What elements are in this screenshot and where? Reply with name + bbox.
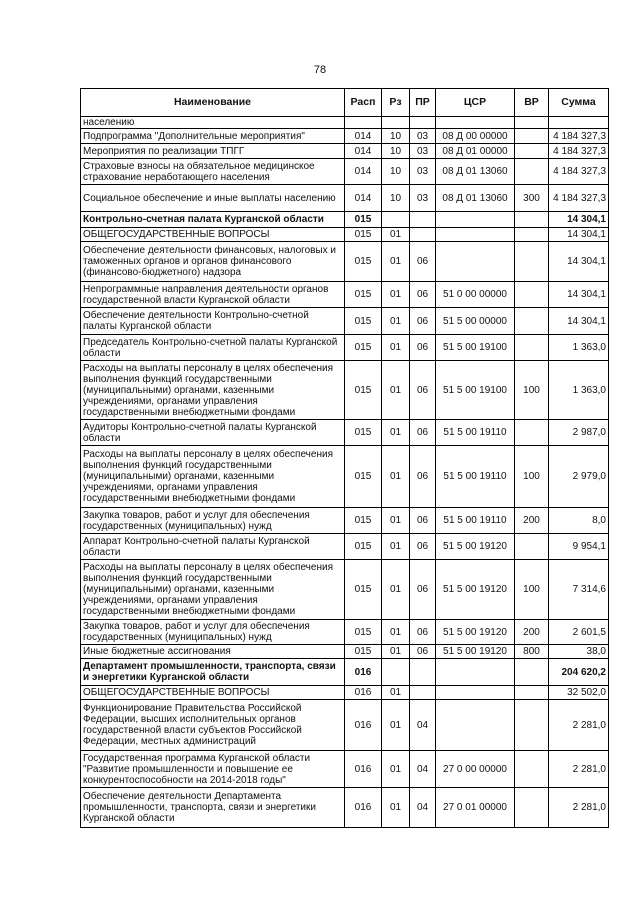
cell-vr: 800 — [515, 645, 549, 659]
cell-rasp: 015 — [345, 335, 382, 361]
cell-sum: 2 281,0 — [549, 751, 609, 788]
table-row — [81, 751, 609, 788]
cell-pr: 03 — [410, 144, 436, 159]
table-row — [81, 117, 609, 129]
cell-sum: 1 363,0 — [549, 361, 609, 420]
cell-pr: 04 — [410, 788, 436, 828]
cell-name: Расходы на выплаты персоналу в целях обеспечения выполнения функций государственными (муниципальными) органами, казенными учреждениями, органами управления государственными внебюджетными фондами — [81, 560, 345, 620]
cell-rasp: 014 — [345, 185, 382, 212]
cell-vr — [515, 686, 549, 700]
cell-csr — [436, 659, 515, 686]
table-row — [81, 185, 609, 212]
cell-pr: 06 — [410, 361, 436, 420]
cell-rz: 01 — [382, 282, 410, 308]
cell-name: Обеспечение деятельности Департамента промышленности, транспорта, связи и энергетики Курганской области — [81, 788, 345, 828]
cell-pr: 03 — [410, 129, 436, 144]
table-row — [81, 228, 609, 242]
table-body — [81, 117, 609, 828]
cell-sum: 4 184 327,3 — [549, 144, 609, 159]
cell-rasp: 014 — [345, 144, 382, 159]
cell-rasp: 015 — [345, 620, 382, 645]
cell-name: Аппарат Контрольно-счетной палаты Курганской области — [81, 534, 345, 560]
cell-sum: 14 304,1 — [549, 242, 609, 282]
cell-rasp: 016 — [345, 700, 382, 751]
cell-sum: 204 620,2 — [549, 659, 609, 686]
cell-csr: 51 5 00 19110 — [436, 508, 515, 534]
cell-rz: 10 — [382, 159, 410, 185]
cell-rasp: 015 — [345, 282, 382, 308]
cell-pr: 06 — [410, 282, 436, 308]
cell-name: Обеспечение деятельности финансовых, налоговых и таможенных органов и органов финансового (финансово-бюджетного) надзора — [81, 242, 345, 282]
cell-pr — [410, 659, 436, 686]
cell-name: Иные бюджетные ассигнования — [81, 645, 345, 659]
cell-rz: 01 — [382, 751, 410, 788]
table-row — [81, 620, 609, 645]
cell-vr — [515, 212, 549, 228]
table-row — [81, 144, 609, 159]
cell-sum: 14 304,1 — [549, 228, 609, 242]
header-name: Наименование — [81, 89, 345, 117]
cell-rasp: 016 — [345, 659, 382, 686]
cell-pr: 06 — [410, 645, 436, 659]
cell-sum: 2 281,0 — [549, 788, 609, 828]
cell-vr — [515, 159, 549, 185]
cell-pr: 03 — [410, 185, 436, 212]
cell-csr — [436, 228, 515, 242]
cell-rz: 01 — [382, 361, 410, 420]
table-row — [81, 508, 609, 534]
table-row — [81, 420, 609, 446]
cell-vr: 100 — [515, 446, 549, 508]
cell-rasp: 016 — [345, 751, 382, 788]
cell-sum: 7 314,6 — [549, 560, 609, 620]
cell-rasp: 016 — [345, 788, 382, 828]
cell-pr: 06 — [410, 508, 436, 534]
cell-rz: 01 — [382, 620, 410, 645]
cell-sum — [549, 117, 609, 129]
table-row — [81, 335, 609, 361]
table-row — [81, 659, 609, 686]
cell-csr: 51 5 00 19120 — [436, 534, 515, 560]
cell-rz: 01 — [382, 788, 410, 828]
header-vr: ВР — [515, 89, 549, 117]
cell-rasp: 015 — [345, 242, 382, 282]
table-row — [81, 446, 609, 508]
cell-sum: 4 184 327,3 — [549, 129, 609, 144]
cell-sum: 4 184 327,3 — [549, 159, 609, 185]
header-rasp: Расп — [345, 89, 382, 117]
cell-rz: 01 — [382, 645, 410, 659]
cell-csr: 08 Д 01 13060 — [436, 185, 515, 212]
cell-rasp: 015 — [345, 212, 382, 228]
cell-sum: 32 502,0 — [549, 686, 609, 700]
cell-rz: 01 — [382, 686, 410, 700]
cell-rz: 10 — [382, 129, 410, 144]
cell-vr — [515, 420, 549, 446]
cell-csr: 51 5 00 19120 — [436, 645, 515, 659]
cell-pr — [410, 117, 436, 129]
cell-sum: 2 601,5 — [549, 620, 609, 645]
table-row — [81, 282, 609, 308]
cell-csr: 51 5 00 00000 — [436, 308, 515, 335]
cell-name: Обеспечение деятельности Контрольно-счетной палаты Курганской области — [81, 308, 345, 335]
page-number: 78 — [313, 64, 327, 76]
cell-name: населению — [81, 117, 345, 129]
cell-pr: 06 — [410, 534, 436, 560]
cell-csr: 51 5 00 19110 — [436, 446, 515, 508]
cell-rz: 01 — [382, 700, 410, 751]
cell-rasp: 015 — [345, 645, 382, 659]
cell-csr: 51 5 00 19100 — [436, 335, 515, 361]
cell-pr: 06 — [410, 420, 436, 446]
table-row — [81, 242, 609, 282]
cell-vr — [515, 129, 549, 144]
table-row — [81, 212, 609, 228]
cell-sum: 2 979,0 — [549, 446, 609, 508]
table-row — [81, 129, 609, 144]
cell-rasp: 015 — [345, 420, 382, 446]
table-row — [81, 159, 609, 185]
cell-rz: 10 — [382, 144, 410, 159]
header-csr: ЦСР — [436, 89, 515, 117]
cell-rasp: 014 — [345, 129, 382, 144]
cell-sum: 14 304,1 — [549, 282, 609, 308]
header-sum: Сумма — [549, 89, 609, 117]
cell-name: Расходы на выплаты персоналу в целях обеспечения выполнения функций государственными (муниципальными) органами, казенными учреждениями, органами управления государственными внебюджетными фондами — [81, 446, 345, 508]
cell-name: Председатель Контрольно-счетной палаты Курганской области — [81, 335, 345, 361]
cell-pr: 03 — [410, 159, 436, 185]
cell-vr — [515, 144, 549, 159]
table-row — [81, 361, 609, 420]
table-row — [81, 700, 609, 751]
cell-name: Закупка товаров, работ и услуг для обеспечения государственных (муниципальных) нужд — [81, 508, 345, 534]
table-header-row — [81, 89, 609, 117]
cell-pr — [410, 212, 436, 228]
cell-vr: 200 — [515, 620, 549, 645]
cell-sum: 9 954,1 — [549, 534, 609, 560]
cell-name: Подпрограмма "Дополнительные мероприятия" — [81, 129, 345, 144]
table-row — [81, 534, 609, 560]
cell-vr — [515, 700, 549, 751]
cell-rasp: 014 — [345, 159, 382, 185]
cell-pr: 06 — [410, 308, 436, 335]
header-rz: Рз — [382, 89, 410, 117]
cell-vr — [515, 751, 549, 788]
cell-name: ОБЩЕГОСУДАРСТВЕННЫЕ ВОПРОСЫ — [81, 228, 345, 242]
cell-csr: 51 5 00 19100 — [436, 361, 515, 420]
cell-rz: 01 — [382, 508, 410, 534]
cell-name: Государственная программа Курганской области "Развитие промышленности и повышение ее конкурентоспособности на 2014-2018 годы" — [81, 751, 345, 788]
budget-table — [80, 88, 609, 828]
cell-rz: 01 — [382, 308, 410, 335]
cell-pr: 04 — [410, 700, 436, 751]
cell-sum: 38,0 — [549, 645, 609, 659]
cell-name: Аудиторы Контрольно-счетной палаты Курганской области — [81, 420, 345, 446]
table-row — [81, 686, 609, 700]
cell-rasp: 015 — [345, 308, 382, 335]
cell-sum: 8,0 — [549, 508, 609, 534]
cell-sum: 2 987,0 — [549, 420, 609, 446]
cell-vr: 100 — [515, 560, 549, 620]
cell-csr: 51 5 00 19120 — [436, 620, 515, 645]
table-row — [81, 788, 609, 828]
cell-pr: 06 — [410, 446, 436, 508]
cell-csr — [436, 117, 515, 129]
cell-rasp: 015 — [345, 228, 382, 242]
cell-vr: 300 — [515, 185, 549, 212]
cell-rz: 01 — [382, 446, 410, 508]
cell-name: Контрольно-счетная палата Курганской области — [81, 212, 345, 228]
cell-sum: 4 184 327,3 — [549, 185, 609, 212]
cell-name: Непрограммные направления деятельности органов государственной власти Курганской области — [81, 282, 345, 308]
cell-pr: 06 — [410, 242, 436, 282]
cell-csr: 27 0 00 00000 — [436, 751, 515, 788]
cell-pr: 06 — [410, 560, 436, 620]
cell-rz: 01 — [382, 242, 410, 282]
cell-vr — [515, 242, 549, 282]
cell-vr — [515, 117, 549, 129]
cell-rz — [382, 117, 410, 129]
cell-csr — [436, 686, 515, 700]
cell-pr: 06 — [410, 620, 436, 645]
cell-rz: 01 — [382, 560, 410, 620]
cell-pr: 06 — [410, 335, 436, 361]
cell-name: Страховые взносы на обязательное медицинское страхование неработающего населения — [81, 159, 345, 185]
cell-name: Функционирование Правительства Российской Федерации, высших исполнительных органов государственной власти субъектов Российской Федерации, местных администраций — [81, 700, 345, 751]
cell-vr — [515, 335, 549, 361]
cell-name: Департамент промышленности, транспорта, связи и энергетики Курганской области — [81, 659, 345, 686]
cell-csr: 08 Д 01 00000 — [436, 144, 515, 159]
cell-rz: 10 — [382, 185, 410, 212]
cell-rasp: 015 — [345, 534, 382, 560]
table-row — [81, 308, 609, 335]
table-row — [81, 645, 609, 659]
cell-vr — [515, 534, 549, 560]
cell-rz: 01 — [382, 534, 410, 560]
cell-csr: 51 5 00 19110 — [436, 420, 515, 446]
cell-rasp: 016 — [345, 686, 382, 700]
cell-csr: 27 0 01 00000 — [436, 788, 515, 828]
cell-rz — [382, 212, 410, 228]
table-row — [81, 560, 609, 620]
cell-csr: 51 5 00 19120 — [436, 560, 515, 620]
cell-pr — [410, 686, 436, 700]
cell-name: Мероприятия по реализации ТПГГ — [81, 144, 345, 159]
cell-rasp: 015 — [345, 361, 382, 420]
cell-vr: 100 — [515, 361, 549, 420]
cell-name: Закупка товаров, работ и услуг для обеспечения государственных (муниципальных) нужд — [81, 620, 345, 645]
cell-rasp: 015 — [345, 446, 382, 508]
cell-sum: 14 304,1 — [549, 212, 609, 228]
cell-rz — [382, 659, 410, 686]
cell-csr: 08 Д 00 00000 — [436, 129, 515, 144]
cell-csr — [436, 242, 515, 282]
cell-csr — [436, 212, 515, 228]
cell-pr: 04 — [410, 751, 436, 788]
cell-rasp — [345, 117, 382, 129]
cell-rasp: 015 — [345, 560, 382, 620]
cell-sum: 2 281,0 — [549, 700, 609, 751]
cell-vr — [515, 228, 549, 242]
header-pr: ПР — [410, 89, 436, 117]
cell-sum: 14 304,1 — [549, 308, 609, 335]
cell-vr: 200 — [515, 508, 549, 534]
cell-vr — [515, 282, 549, 308]
cell-rasp: 015 — [345, 508, 382, 534]
cell-rz: 01 — [382, 335, 410, 361]
cell-csr — [436, 700, 515, 751]
cell-rz: 01 — [382, 228, 410, 242]
cell-sum: 1 363,0 — [549, 335, 609, 361]
cell-csr: 08 Д 01 13060 — [436, 159, 515, 185]
cell-vr — [515, 788, 549, 828]
cell-vr — [515, 659, 549, 686]
cell-pr — [410, 228, 436, 242]
cell-rz: 01 — [382, 420, 410, 446]
cell-csr: 51 0 00 00000 — [436, 282, 515, 308]
cell-vr — [515, 308, 549, 335]
cell-name: Расходы на выплаты персоналу в целях обеспечения выполнения функций государственными (муниципальными) органами, казенными учреждениями, органами управления государственными внебюджетными фондами — [81, 361, 345, 420]
cell-name: ОБЩЕГОСУДАРСТВЕННЫЕ ВОПРОСЫ — [81, 686, 345, 700]
cell-name: Социальное обеспечение и иные выплаты населению — [81, 185, 345, 212]
